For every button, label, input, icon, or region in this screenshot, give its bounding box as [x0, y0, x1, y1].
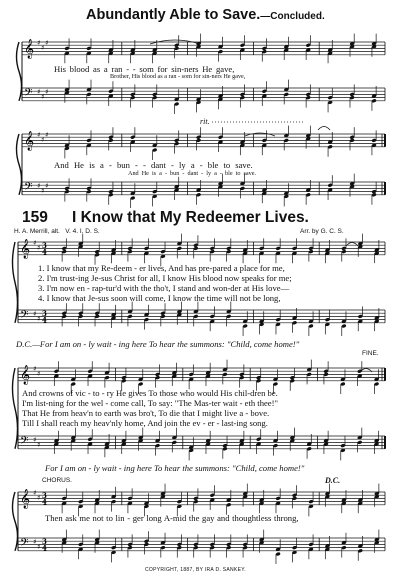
dc-marking: D.C. [325, 476, 341, 485]
time-signature: 4 [42, 543, 47, 553]
sharp-icon: ♯ [37, 182, 41, 190]
sharp-icon: ♯ [37, 543, 41, 551]
treble-clef-icon: 𝄞 [24, 131, 35, 151]
sharp-icon: ♯ [33, 310, 37, 318]
chorus-lyric-line: Then ask me not to lin - ger long A-mid the gay and thoughtless throng, [45, 513, 299, 523]
sharp-icon: ♯ [41, 136, 45, 144]
sharp-icon: ♯ [41, 187, 45, 195]
hymn-title: I Know that My Redeemer Lives. [72, 209, 309, 226]
verse-4-line-1: 4. I know that Je-sus soon will come, I know the time will not be long, [38, 293, 281, 303]
verse-2-line-1: 2. I'm trust-ing Je-sus Christ for all, I know His blood now speaks for me; [38, 273, 292, 283]
chorus-label: CHORUS. [42, 477, 72, 484]
hymn-number: 159 [22, 209, 48, 226]
sharp-icon: ♯ [37, 131, 41, 139]
sharp-icon: ♯ [37, 494, 41, 502]
author-credit: H. A. Merrill, alt. V. 4. I. D. S. [14, 228, 100, 235]
system-brace [17, 42, 22, 101]
sharp-icon: ♯ [37, 441, 41, 449]
arranger-credit: Arr. by G. C. S. [300, 228, 344, 235]
verse-3-line-2: That He from heav'n to earth was bro't, To die that I might live a - bove. [22, 408, 270, 418]
time-signature: 4 [42, 497, 47, 507]
sharp-icon: ♯ [45, 131, 49, 139]
bass-clef-icon: 𝄢 [20, 309, 29, 324]
sharp-icon: ♯ [33, 365, 37, 373]
time-signature: 4 [42, 315, 47, 325]
sharp-icon: ♯ [33, 239, 37, 247]
refrain-dc-line: D.C.—For I am on - ly wait - ing here To hear the summons: "Child, come home!" [16, 339, 300, 349]
time-signature: 4 [42, 247, 47, 257]
time-signature: 3 [42, 241, 47, 250]
sharp-icon: ♯ [33, 436, 37, 444]
rit-marking: rit. [200, 117, 210, 126]
treble-clef-icon: 𝄞 [24, 39, 35, 59]
treble-clef-icon: 𝄞 [20, 239, 31, 259]
treble-clef-icon: 𝄞 [20, 365, 31, 385]
time-signature: 3 [42, 537, 47, 546]
verse-4-line-2: Till I shall reach my heav'nly home, And join the ev - er - last-ing song. [22, 418, 268, 428]
sharp-icon: ♯ [45, 88, 49, 96]
system-brace [13, 368, 18, 449]
sharp-icon: ♯ [37, 39, 41, 47]
system-brace [13, 492, 18, 551]
sharp-icon: ♯ [41, 93, 45, 101]
sharp-icon: ♯ [37, 315, 41, 323]
sharp-icon: ♯ [33, 538, 37, 546]
top-lyric-line-1: His blood as a ran - - som for sin-ners He gave, [54, 64, 235, 74]
time-signature: 3 [42, 309, 47, 318]
bass-clef-icon: 𝄢 [20, 537, 29, 552]
sharp-icon: ♯ [45, 39, 49, 47]
bass-clef-icon: 𝄢 [20, 435, 29, 450]
verse-2-line-2: I'm list-ning for the wel - come call, To say: "The Mas-ter wait - eth thee!" [22, 398, 278, 408]
refrain-line: For I am on - ly wait - ing here To hear the summons: "Child, come home!" [45, 463, 305, 473]
sharp-icon: ♯ [45, 182, 49, 190]
slur [245, 133, 275, 136]
meter: V. 4. I. D. S. [65, 228, 100, 235]
sharp-icon: ♯ [33, 489, 37, 497]
top-lyric-echo-1: Brother, His blood as a ran - som for sin-ners He gave, [110, 73, 246, 80]
sharp-icon: ♯ [37, 370, 41, 378]
sharp-icon: ♯ [41, 44, 45, 52]
top-hymn-title-suffix: —Concluded. [260, 11, 325, 22]
fine-marking: FINE. [362, 350, 379, 357]
verse-1-line-2: And crowns of vic - to - ry He gives To those who would His chil-dren be. [22, 388, 278, 398]
sharp-icon: ♯ [37, 244, 41, 252]
bass-clef-icon: 𝄢 [24, 181, 33, 196]
system-brace [13, 242, 18, 323]
treble-clef-icon: 𝄞 [20, 489, 31, 509]
bass-clef-icon: 𝄢 [24, 87, 33, 102]
top-hymn-title: Abundantly Able to Save.—Concluded. [86, 7, 325, 23]
system-brace [17, 134, 22, 195]
copyright-notice: COPYRIGHT, 1887, BY IRA D. SANKEY. [145, 567, 246, 573]
top-lyric-line-2: And He is a - bun - - dant - ly a - ble to save. [54, 160, 253, 170]
verse-1-line-1: 1. I know that my Re-deem - er lives, And has pre-pared a place for me, [38, 263, 285, 273]
fermata-icon [318, 127, 330, 131]
verse-3-line-1: 3. I'm now en - rap-tur'd with the tho't, I stand and won-der at His love— [38, 283, 290, 293]
top-lyric-echo-2: And He is a - bun - dant - ly a - ble to save. [128, 170, 257, 177]
time-signature: 3 [42, 491, 47, 500]
sharp-icon: ♯ [37, 88, 41, 96]
